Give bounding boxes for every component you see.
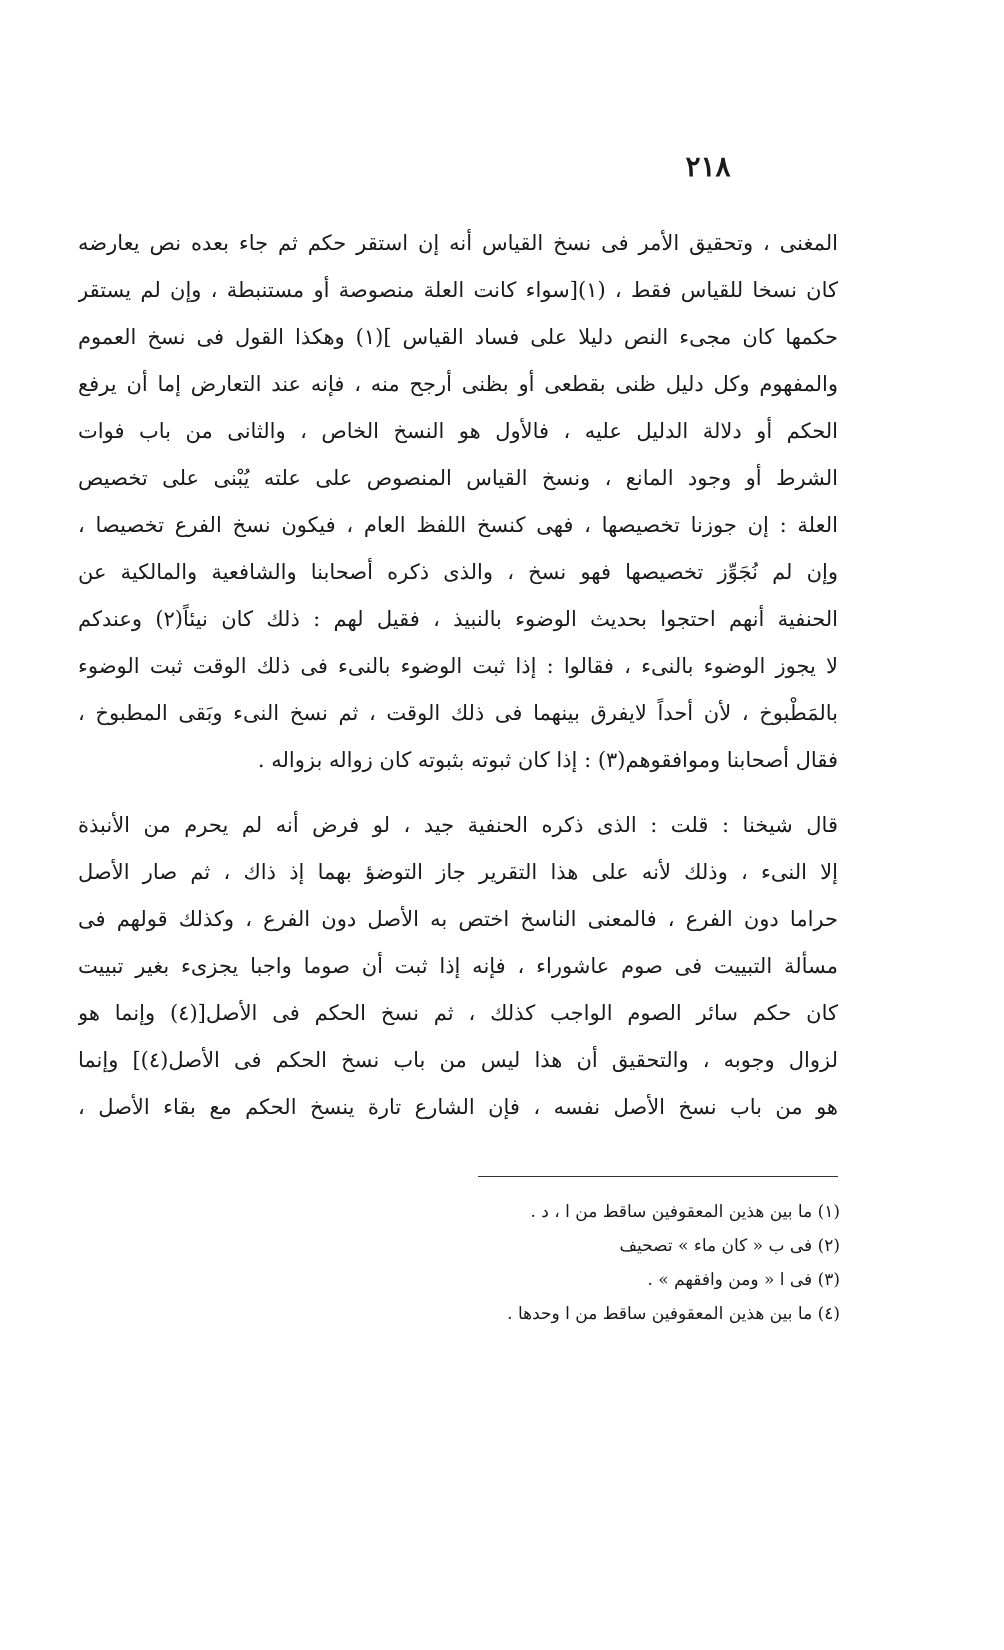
footnote: (١) ما بين هذين المعقوفين ساقط من ا ، د . (530, 1202, 840, 1222)
text-line: المغنى ، وتحقيق الأمر فى نسخ القياس أنه إن استقر حكم ثم جاء بعده نص يعارضه (78, 231, 838, 255)
text-line: الحكم أو دلالة الدليل عليه ، فالأول هو النسخ الخاص ، والثانى من باب فوات (78, 419, 838, 443)
text-line: لا يجوز الوضوء بالنىء ، فقالوا : إذا ثبت الوضوء بالنىء فى ذلك الوقت ثبت الوضوء (78, 654, 838, 678)
text-line: إلا النىء ، وذلك لأنه على هذا التقرير جاز التوضؤ بهما إذ ذاك ، ثم صار الأصل (78, 860, 838, 884)
text-line: كان حكم سائر الصوم الواجب كذلك ، ثم نسخ الحكم فى الأصل[(٤) وإنما هو (78, 1001, 838, 1025)
text-line: قال شيخنا : قلت : الذى ذكره الحنفية جيد ، لو فرض أنه لم يحرم من الأنبذة (78, 813, 838, 837)
text-line: وإن لم نُجَوِّز تخصيصها فهو نسخ ، والذى ذكره أصحابنا والشافعية والمالكية عن (78, 560, 838, 584)
text-line: لزوال وجوبه ، والتحقيق أن هذا ليس من باب نسخ الحكم فى الأصل(٤)] وإنما (78, 1048, 838, 1072)
paragraph (78, 220, 838, 784)
paragraph-spacer (78, 784, 838, 802)
text-line: والمفهوم وكل دليل ظنى بقطعى أو بظنى أرجح منه ، فإنه عند التعارض إما أن يرفع (78, 372, 838, 396)
text-line: العلة : إن جوزنا تخصيصها ، فهى كنسخ اللفظ العام ، فيكون نسخ الفرع تخصيصا ، (78, 513, 838, 537)
text-line: الشرط أو وجود المانع ، ونسخ القياس المنصوص على علته يُبْنى على تخصيص (78, 466, 838, 490)
text-line: حراما دون الفرع ، فالمعنى الناسخ اختص به الأصل دون الفرع ، وكذلك قولهم فى (78, 907, 838, 931)
text-line: هو من باب نسخ الأصل نفسه ، فإن الشارع تارة ينسخ الحكم مع بقاء الأصل ، (78, 1095, 838, 1119)
footnotes (380, 1195, 840, 1331)
paragraph (78, 802, 838, 1131)
text-line: حكمها كان مجىء النص دليلا على فساد القياس ](١) وهكذا القول فى نسخ العموم (78, 325, 838, 349)
text-line: مسألة التبييت فى صوم عاشوراء ، فإنه إذا ثبت أن صوما واجبا يجزىء بغير تبييت (78, 954, 838, 978)
text-line: الحنفية أنهم احتجوا بحديث الوضوء بالنبيذ ، فقيل لهم : ذلك كان نيئاً(٢) وعندكم (78, 607, 838, 631)
text-line: كان نسخا للقياس فقط ، (١)[سواء كانت العلة منصوصة أو مستنبطة ، وإن لم يستقر (78, 278, 838, 302)
main-text (78, 220, 838, 1131)
footnote: (٤) ما بين هذين المعقوفين ساقط من ا وحدها . (507, 1304, 840, 1324)
text-line: فقال أصحابنا وموافقوهم(٣) : إذا كان ثبوته بثبوته كان زواله بزواله . (257, 748, 838, 772)
text-line: بالمَطْبوخ ، لأن أحداً لايفرق بينهما فى ذلك الوقت ، ثم نسخ النىء وبَقى المطبوخ ، (78, 701, 838, 725)
footnote: (٣) فى ا « ومن وافقهم » . (647, 1270, 840, 1290)
footnote: (٢) فى ب « كان ماء » تصحيف (619, 1236, 840, 1256)
footnote-divider (478, 1176, 838, 1177)
page-number: ٢١٨ (685, 150, 731, 183)
